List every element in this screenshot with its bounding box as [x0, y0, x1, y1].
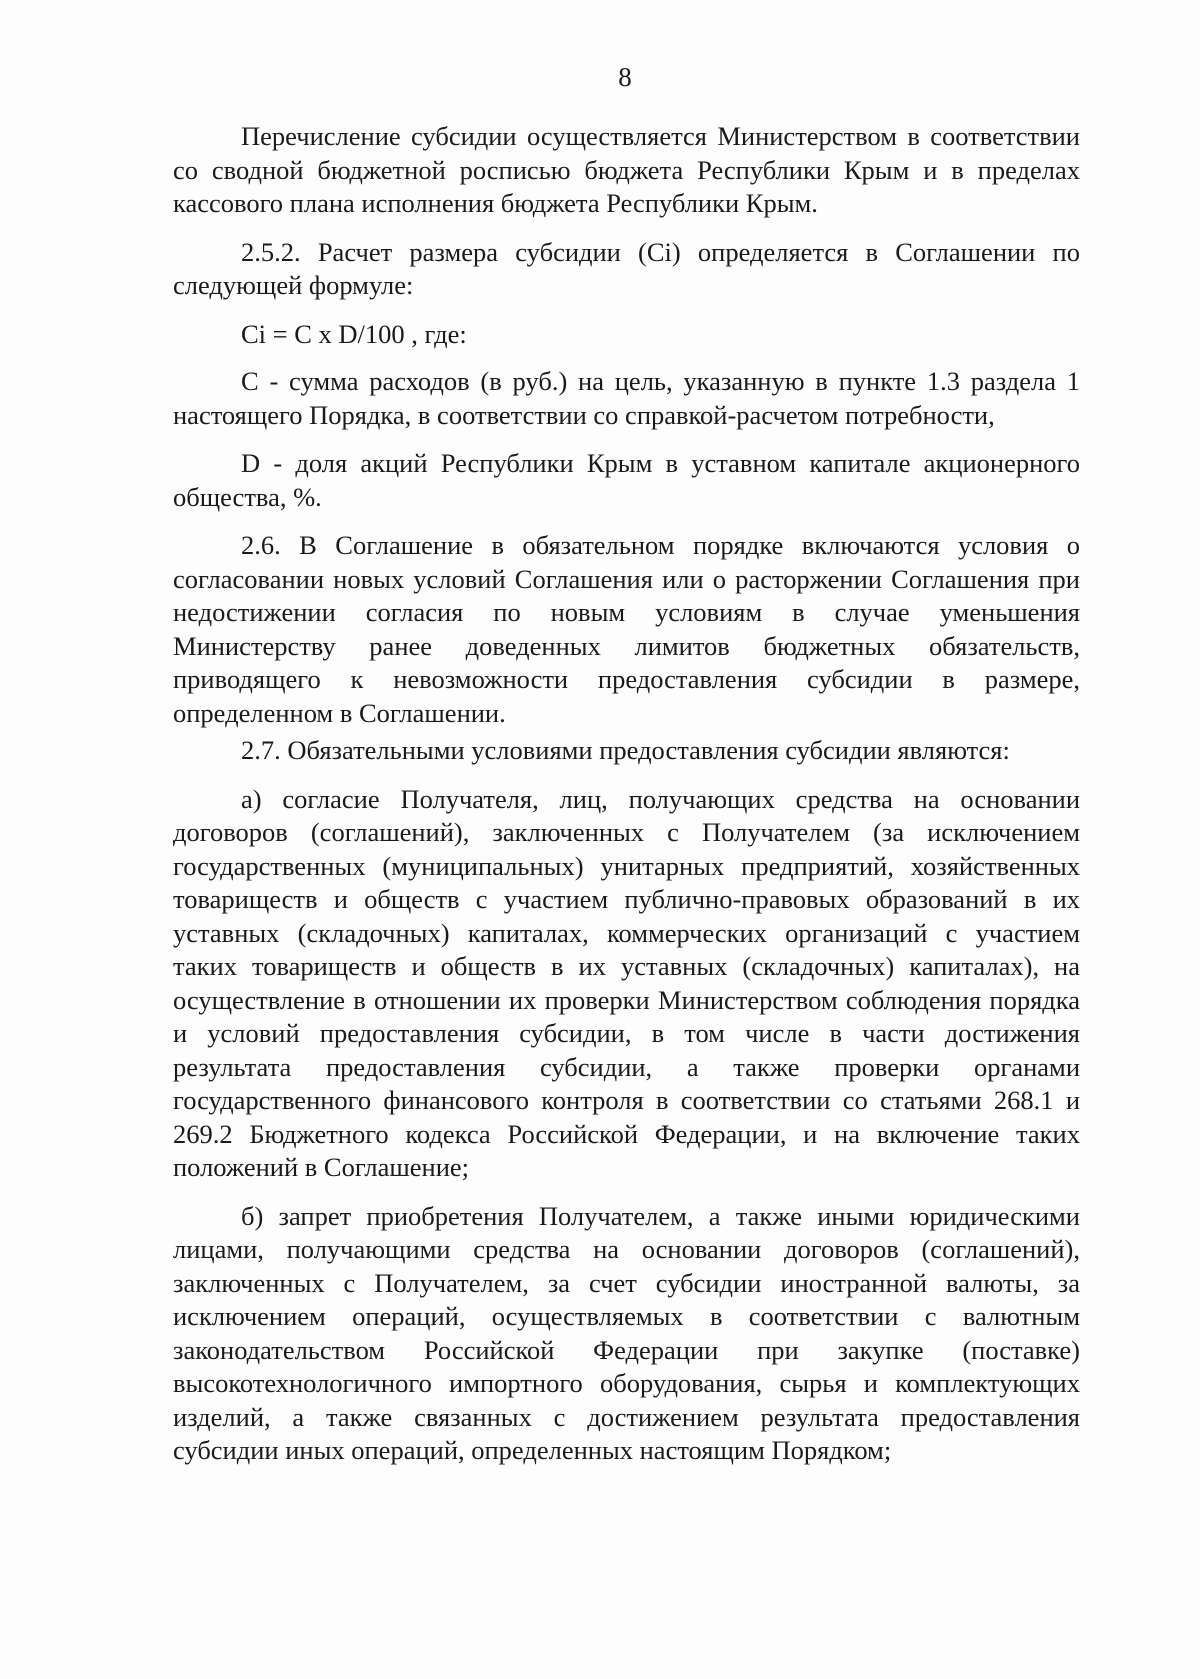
formula: Ci = C x D/100 , где: — [241, 318, 467, 349]
paragraph-transfer: Перечисление субсидии осуществляется Министерством в соответствии со сводной бюджетной росписью бюджета Республики Крым и в пределах кассового плана исполнения бюджета Республики Крым. — [173, 121, 1080, 218]
paragraph-d-definition: D - доля акций Республики Крым в уставном капитале акционерного общества, %. — [173, 448, 1080, 512]
paragraph-2-6: 2.6. В Соглашение в обязательном порядке включаются условия о согласовании новых условий Соглашения или о расторжении Соглашения при недостижении согласия по новым условиям в случае уменьшения Министерству ранее доведенных лимитов бюджетных обязательств, приводящего к невозможности предоставления субсидии в размере, определенном в Соглашении. — [173, 530, 1080, 728]
paragraph-2-7: 2.7. Обязательными условиями предоставления субсидии являются: — [241, 735, 1010, 765]
paragraph-item-b: б) запрет приобретения Получателем, а также иными юридическими лицами, получающими средства на основании договоров (соглашений), заключенных с Получателем, за счет субсидии иностранной валюты, за исключением операций, осуществляемых в соответствии с валютным законодательством Российской Федерации при закупке (поставке) высокотехнологичного импортного оборудования, сырья и комплектующих изделий, а также связанных с достижением результата предоставления субсидии иных операций, определенных настоящим Порядком; — [173, 1200, 1080, 1465]
document-body — [173, 120, 1080, 1483]
paragraph-item-a: а) согласие Получателя, лиц, получающих средства на основании договоров (соглашений), заключенных с Получателем (за исключением государственных (муниципальных) унитарных предприятий, хозяйственных товариществ и обществ с участием публично-правовых образований в их уставных (складочных) капиталах, коммерческих организаций с участием таких товариществ и обществ в их уставных (складочных) капиталах), на осуществление в отношении их проверки Министерством соблюдения порядка и условий предоставления субсидии, в том числе в части достижения результата предоставления субсидии, а также проверки органами государственного финансового контроля в соответствии со статьями 268.1 и 269.2 Бюджетного кодекса Российской Федерации, и на включение таких положений в Соглашение; — [173, 783, 1080, 1182]
page-number: 8 — [618, 62, 632, 92]
paragraph-c-definition: C - сумма расходов (в руб.) на цель, указанную в пункте 1.3 раздела 1 настоящего Порядка, в соответствии со справкой-расчетом потребности, — [173, 366, 1080, 430]
paragraph-2-5-2: 2.5.2. Расчет размера субсидии (Ci) определяется в Соглашении по следующей формуле: — [173, 236, 1080, 300]
